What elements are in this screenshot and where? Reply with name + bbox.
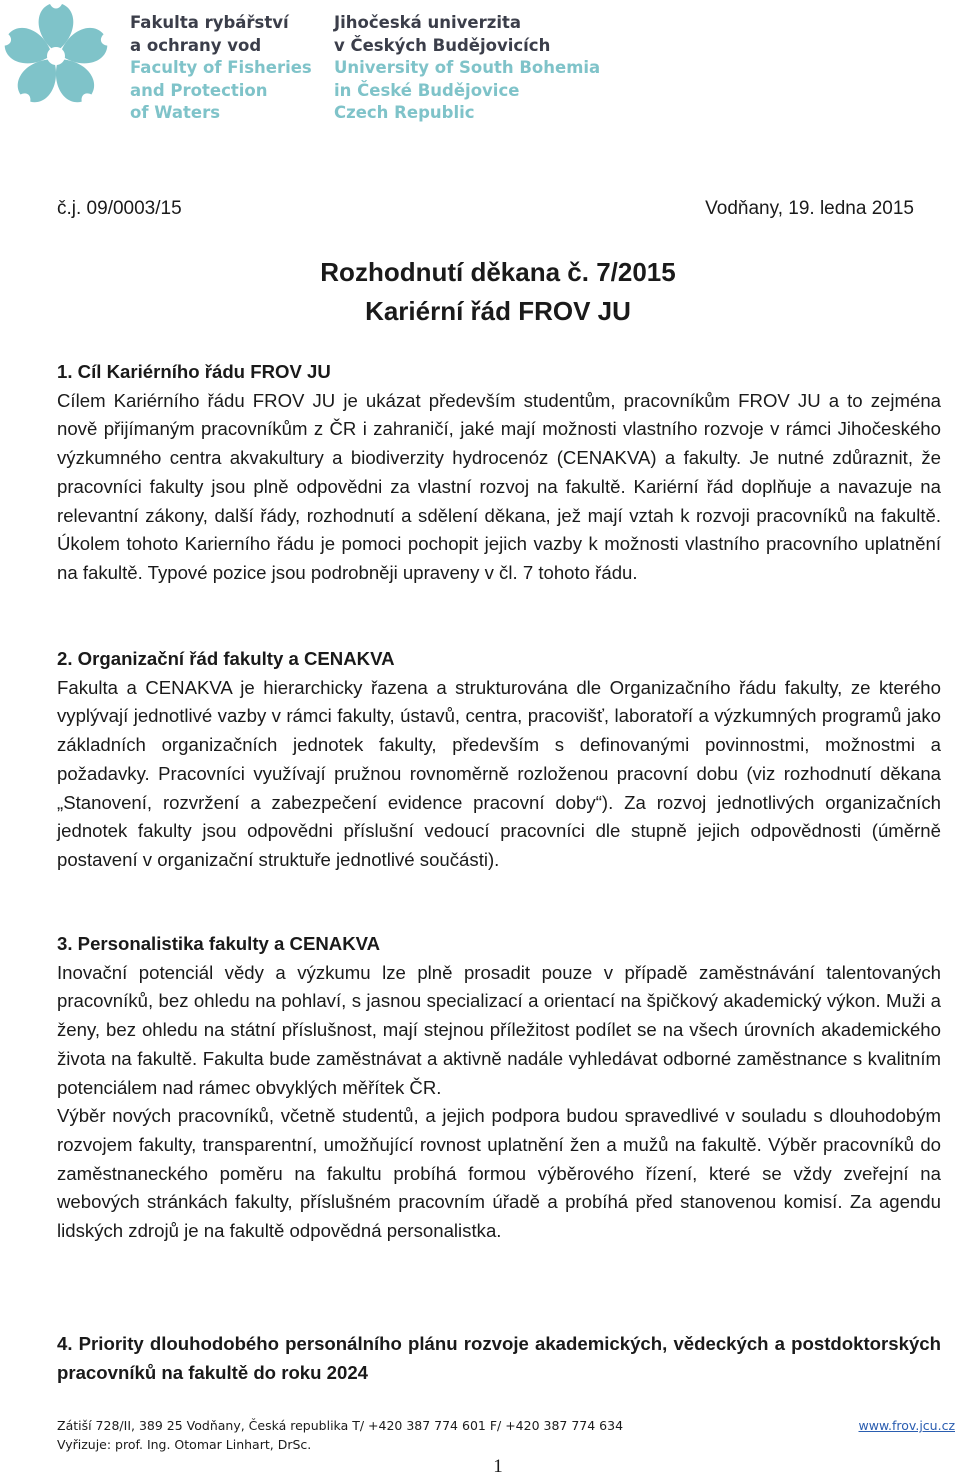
section-heading: 2. Organizační řád fakulty a CENAKVA — [57, 648, 395, 669]
section-2 — [57, 645, 941, 875]
section-heading: 1. Cíl Kariérního řádu FROV JU — [57, 361, 331, 382]
faculty-line: Fakulta rybářství — [130, 13, 289, 32]
section-paragraph: Cílem Kariérního řádu FROV JU je ukázat především studentům, pracovníkům FROV JU a to zejména nově přijímaným pracovníkům z ČR i zahraničí, jaké mají možnosti vlastního rozvoje v rámci Jihočeského výzkumného centra akvakultury a biodiverzity hydrocenóz (CENAKVA) a fakulty. Je nutné zdůraznit, že pracovníci fakulty jsou plně odpovědni za vlastní rozvoj na fakultě. Kariérní řád doplňuje a navazuje na relevantní zákony, další řády, rozhodnutí a sdělení děkana, jež mají vztah k rozvoji pracovníků na fakultě. Úkolem tohoto Karierního řádu je pomoci pochopit jejich vazby k možnosti vlastního pracovního uplatnění na fakultě. Typové pozice jsou podrobněji upraveny v čl. 7 tohoto řádu. — [57, 389, 941, 583]
decision-title: Rozhodnutí děkana č. 7/2015 — [320, 257, 676, 287]
place-date: Vodňany, 19. ledna 2015 — [705, 198, 914, 219]
section-heading: 3. Personalistika fakulty a CENAKVA — [57, 933, 381, 954]
section-paragraph: Fakulta a CENAKVA je hierarchicky řazena a strukturována dle Organizačního řádu fakulty, ze kterého vyplývají jednotlivé vazby v rámci fakulty, ústavů, centra, pracovišť, laboratoří a výzkumných programů jako základních organizačních jednotek fakulty, především s definovanými povinnostmi, možnostmi a požadavky. Pracovníci využívají pružnou rovnoměrně rozloženou pracovní dobu (viz rozhodnutí děkana „Stanovení, rozvržení a zabezpečení evidence pracovní doby“). Za rozvoj jednotlivých organizačních jednotek fakulty jsou odpovědni příslušní vedoucí pracovníci dle stupně jejich odpovědnosti (úměrně postavení v organizační struktuře jednotlivé součásti). — [57, 676, 941, 870]
faculty-line: Faculty of Fisheries — [130, 58, 312, 77]
university-line: v Českých Budějovicích — [334, 35, 551, 55]
footer-contact: Vyřizuje: prof. Ing. Otomar Linhart, DrSc. — [57, 1437, 312, 1452]
section-1 — [57, 358, 941, 588]
section-4 — [57, 1330, 941, 1387]
university-name — [334, 12, 600, 125]
faculty-name — [130, 12, 312, 125]
document-title: Kariérní řád FROV JU — [365, 296, 631, 326]
footer — [57, 1416, 955, 1454]
university-line: Czech Republic — [334, 103, 475, 122]
page-number: 1 — [493, 1456, 503, 1477]
section-paragraph: Inovační potenciál vědy a výzkumu lze plně prosadit pouze v případě zaměstnávání talentovaných pracovníků, bez ohledu na pohlaví, s jasnou specializací a orientací na špičkový akademický výkon. Muži a ženy, bez ohledu na státní příslušnost, mají stejnou příležitost podílet se na všech úrovních akademického života na fakultě. Fakulta bude zaměstnávat a aktivně nadále vyhledávat odborné zaměstnance s kvalitním potenciálem nad rámec obvyklých měřítek ČR. — [57, 961, 941, 1098]
faculty-line: and Protection — [130, 80, 268, 100]
website-link[interactable]: www.frov.jcu.cz — [858, 1418, 955, 1433]
faculty-line: of Waters — [130, 103, 221, 122]
faculty-line: a ochrany vod — [130, 35, 262, 55]
university-line: Jihočeská univerzita — [334, 13, 522, 32]
section-paragraph: Výběr nových pracovníků, včetně studentů, a jejich podpora budou spravedlivé v souladu s dlouhodobým rozvojem fakulty, transparentní, umožňující rovnost uplatnění žen a mužů na fakultě. Výběr pracovníků do zaměstnaneckého poměru na fakultu probíhá formou výběrového řízení, které se vždy zveřejní na webových stránkách fakulty, příslušném pracovním úřadě a probíhá před stanovenou komisí. Za agendu lidských zdrojů je na fakultě odpovědná personalistka. — [57, 1105, 941, 1242]
university-line: in České Budějovice — [334, 80, 520, 100]
section-heading: 4. Priority dlouhodobého personálního plánu rozvoje akademických, vědeckých a postdoktorských pracovníků na fakultě do roku 2024 — [57, 1333, 941, 1383]
footer-address: Zátiší 728/II, 389 25 Vodňany, Česká republika T/ +420 387 774 601 F/ +420 387 774 634 — [57, 1418, 624, 1433]
university-line: University of South Bohemia — [334, 58, 601, 77]
logo-center — [47, 47, 65, 65]
section-3 — [57, 930, 941, 1246]
faculty-logo — [0, 0, 112, 112]
reference-number: č.j. 09/0003/15 — [57, 198, 182, 219]
